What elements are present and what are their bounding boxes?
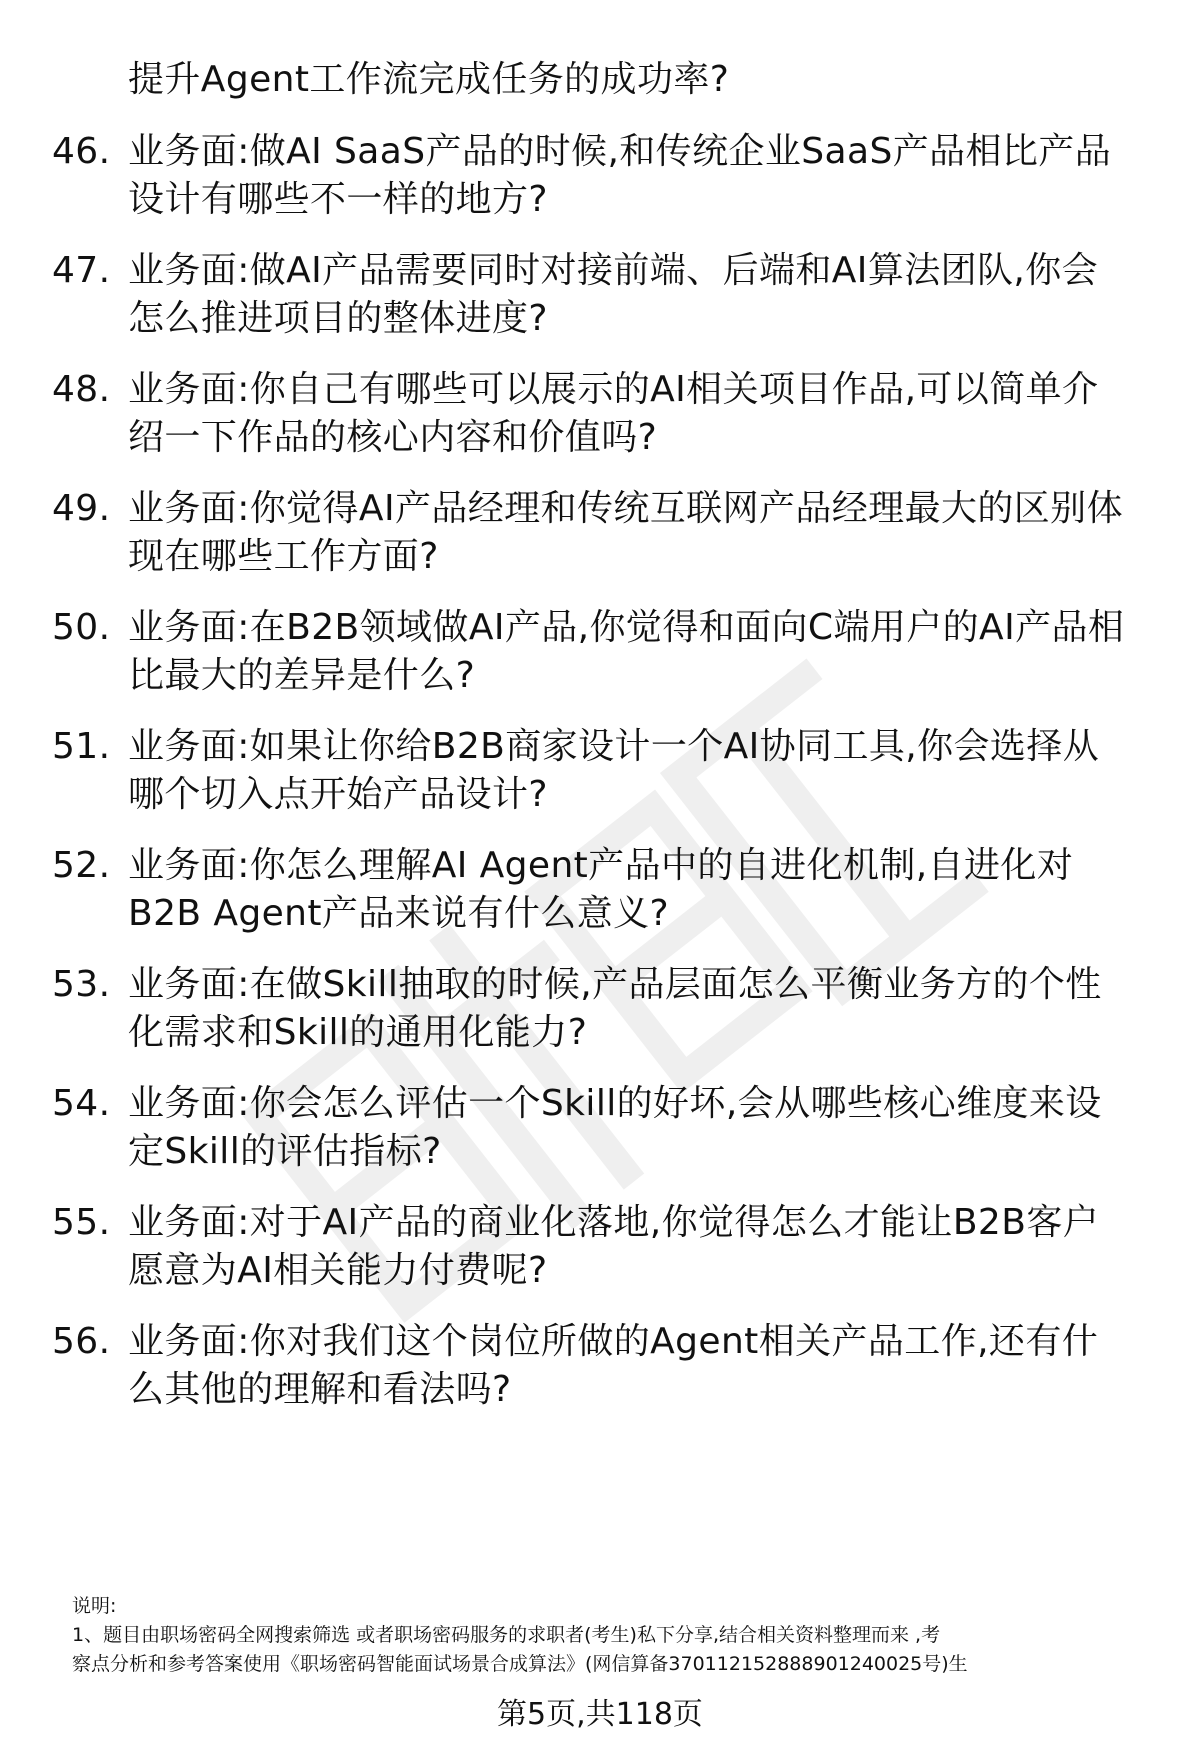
question-number: 54. <box>52 1083 111 1124</box>
question-text-continued: B2B Agent产品来说有什么意义? <box>128 893 670 934</box>
question-text: 业务面:如果让你给B2B商家设计一个AI协同工具,你会选择从 <box>128 726 1100 767</box>
question-text: 业务面:你觉得AI产品经理和传统互联网产品经理最大的区别体 <box>128 488 1123 529</box>
leading-line-text: 提升Agent工作流完成任务的成功率? <box>128 59 730 100</box>
question-text-continued: 怎么推进项目的整体进度? <box>128 298 548 339</box>
question-text: 业务面:做AI SaaS产品的时候,和传统企业SaaS产品相比产品 <box>128 131 1112 172</box>
question-text-continued: 哪个切入点开始产品设计? <box>128 774 548 815</box>
question-text: 业务面:在B2B领域做AI产品,你觉得和面向C端用户的AI产品相 <box>128 607 1125 648</box>
question-text: 业务面:你对我们这个岗位所做的Agent相关产品工作,还有什 <box>128 1321 1099 1362</box>
question-number: 47. <box>52 250 111 291</box>
notes-line-1: 1、题目由职场密码全网搜索筛选 或者职场密码服务的求职者(考生)私下分享,结合相关资料整理而来 ,考 <box>72 1624 941 1646</box>
question-text: 业务面:对于AI产品的商业化落地,你觉得怎么才能让B2B客户 <box>128 1202 1100 1243</box>
question-text: 业务面:你会怎么评估一个Skill的好坏,会从哪些核心维度来设 <box>128 1083 1102 1124</box>
question-number: 52. <box>52 845 111 886</box>
notes-line-2: 察点分析和参考答案使用《职场密码智能面试场景合成算法》(网信算备370112152888901240025号)生 <box>72 1653 968 1675</box>
question-text: 业务面:你怎么理解AI Agent产品中的自进化机制,自进化对 <box>128 845 1074 886</box>
question-text: 业务面:做AI产品需要同时对接前端、后端和AI算法团队,你会 <box>128 250 1099 291</box>
question-text-continued: 设计有哪些不一样的地方? <box>128 179 548 220</box>
question-number: 48. <box>52 369 111 410</box>
question-text-continued: 绍一下作品的核心内容和价值吗? <box>128 417 658 458</box>
question-number: 50. <box>52 607 111 648</box>
question-number: 46. <box>52 131 111 172</box>
question-text-continued: 愿意为AI相关能力付费呢? <box>128 1250 548 1291</box>
notes-section <box>72 1592 1162 1679</box>
question-text-continued: 化需求和Skill的通用化能力? <box>128 1012 588 1053</box>
question-text: 业务面:在做Skill抽取的时候,产品层面怎么平衡业务方的个性 <box>128 964 1102 1005</box>
question-text-continued: 么其他的理解和看法吗? <box>128 1369 512 1410</box>
question-number: 55. <box>52 1202 111 1243</box>
page-footer: 第5页,共118页 <box>497 1697 703 1732</box>
notes-title: 说明: <box>72 1595 117 1617</box>
question-number: 49. <box>52 488 111 529</box>
question-text-continued: 比最大的差异是什么? <box>128 655 476 696</box>
question-number: 53. <box>52 964 111 1005</box>
question-text-continued: 现在哪些工作方面? <box>128 536 439 577</box>
question-number: 51. <box>52 726 111 767</box>
question-text-continued: 定Skill的评估指标? <box>128 1131 442 1172</box>
question-number: 56. <box>52 1321 111 1362</box>
question-text: 业务面:你自己有哪些可以展示的AI相关项目作品,可以简单介 <box>128 369 1099 410</box>
